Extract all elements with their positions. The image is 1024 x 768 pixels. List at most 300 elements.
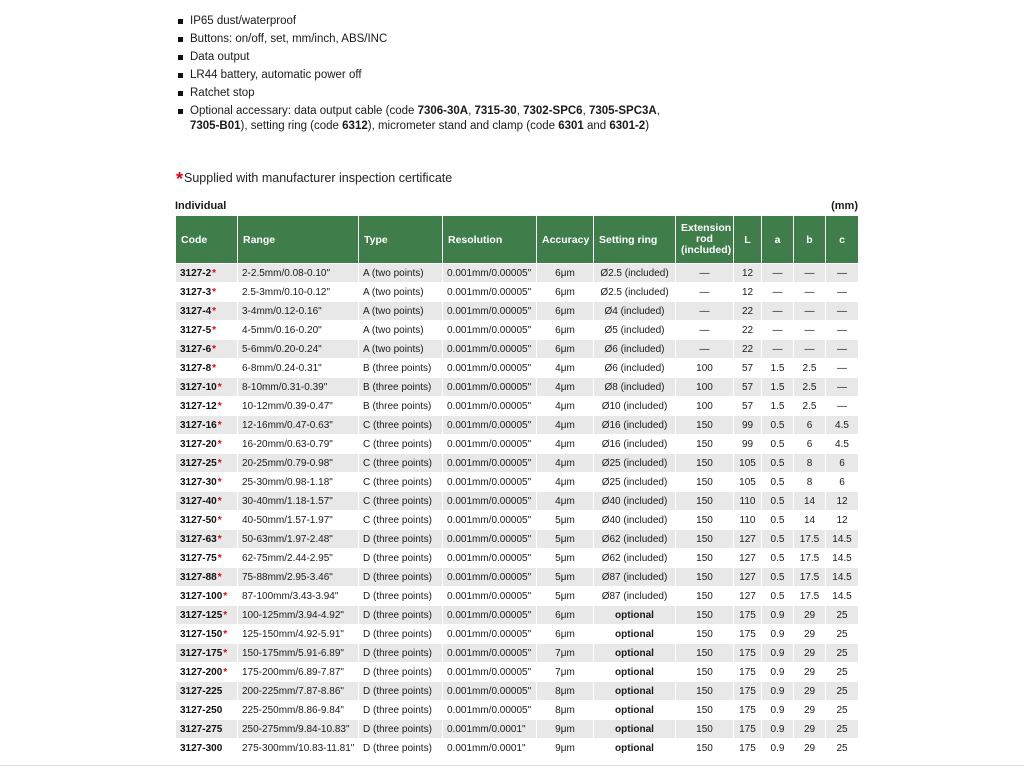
c-cell: —	[826, 378, 859, 397]
type-cell: D (three points)	[359, 530, 443, 549]
accuracy-cell: 5μm	[537, 549, 594, 568]
extension-rod-cell: 150	[676, 606, 734, 625]
c-cell: 25	[826, 644, 859, 663]
b-cell: 8	[794, 473, 826, 492]
setting-ring-cell: Ø87 (included)	[594, 568, 676, 587]
table-row	[176, 549, 859, 568]
table-row	[176, 283, 859, 302]
type-cell: D (three points)	[359, 606, 443, 625]
b-cell: 6	[794, 416, 826, 435]
table-row	[176, 302, 859, 321]
code-text: 3127-6	[180, 343, 212, 355]
asterisk-icon: *	[223, 590, 228, 602]
range-cell: 62-75mm/2.44-2.95"	[238, 549, 359, 568]
code-cell	[176, 530, 238, 549]
accuracy-cell: 4μm	[537, 397, 594, 416]
a-cell: 1.5	[762, 378, 794, 397]
feature-text: IP65 dust/waterproof	[190, 15, 297, 27]
code-cell	[176, 644, 238, 663]
b-cell: 2.5	[794, 378, 826, 397]
accuracy-cell: 6μm	[537, 264, 594, 283]
b-cell: 29	[794, 644, 826, 663]
setting-ring-cell: optional	[594, 663, 676, 682]
code-text: 3127-8	[180, 362, 212, 374]
range-cell: 8-10mm/0.31-0.39"	[238, 378, 359, 397]
table-meta	[175, 200, 858, 212]
l-cell: 175	[734, 682, 762, 701]
a-cell: 0.9	[762, 739, 794, 758]
asterisk-icon: *	[223, 609, 228, 621]
range-cell: 25-30mm/0.98-1.18"	[238, 473, 359, 492]
range-cell: 5-6mm/0.20-0.24"	[238, 340, 359, 359]
a-cell: 0.9	[762, 663, 794, 682]
bullet-icon	[178, 109, 183, 114]
range-cell: 75-88mm/2.95-3.46"	[238, 568, 359, 587]
b-cell: 2.5	[794, 359, 826, 378]
range-cell: 150-175mm/5.91-6.89"	[238, 644, 359, 663]
accuracy-cell: 5μm	[537, 587, 594, 606]
extension-rod-cell: 150	[676, 530, 734, 549]
accuracy-cell: 4μm	[537, 454, 594, 473]
l-cell: 22	[734, 340, 762, 359]
code-text: 3127-200	[180, 666, 223, 678]
setting-ring-cell: Ø4 (included)	[594, 302, 676, 321]
a-cell: 0.5	[762, 492, 794, 511]
code-cell	[176, 264, 238, 283]
resolution-cell: 0.001mm/0.00005"	[443, 359, 537, 378]
b-cell: 14	[794, 492, 826, 511]
spec-table-body	[176, 264, 859, 758]
extension-rod-cell: 150	[676, 625, 734, 644]
code-cell	[176, 663, 238, 682]
c-cell: 6	[826, 454, 859, 473]
b-cell: 29	[794, 606, 826, 625]
page-edge-line	[0, 765, 1024, 766]
extension-rod-cell: 150	[676, 416, 734, 435]
extension-rod-cell: 150	[676, 644, 734, 663]
c-cell: 6	[826, 473, 859, 492]
accuracy-cell: 6μm	[537, 321, 594, 340]
setting-ring-cell: Ø16 (included)	[594, 435, 676, 454]
type-cell: C (three points)	[359, 454, 443, 473]
range-cell: 30-40mm/1.18-1.57"	[238, 492, 359, 511]
extension-rod-cell: —	[676, 302, 734, 321]
asterisk-icon: *	[217, 419, 222, 431]
bullet-icon	[178, 55, 183, 60]
resolution-cell: 0.001mm/0.00005"	[443, 378, 537, 397]
code-text: 3127-150	[180, 628, 223, 640]
setting-ring-cell: optional	[594, 625, 676, 644]
a-cell: 0.5	[762, 473, 794, 492]
accuracy-cell: 9μm	[537, 720, 594, 739]
accuracy-cell: 6μm	[537, 625, 594, 644]
l-cell: 22	[734, 321, 762, 340]
setting-ring-cell: optional	[594, 739, 676, 758]
asterisk-icon: *	[217, 552, 222, 564]
a-cell: 0.9	[762, 701, 794, 720]
type-cell: D (three points)	[359, 625, 443, 644]
code-text: 3127-30	[180, 476, 217, 488]
range-cell: 20-25mm/0.79-0.98"	[238, 454, 359, 473]
extension-rod-cell: 150	[676, 720, 734, 739]
column-header: a	[762, 216, 794, 264]
extension-rod-cell: 150	[676, 682, 734, 701]
code-cell	[176, 302, 238, 321]
extension-rod-cell: 100	[676, 359, 734, 378]
table-row	[176, 397, 859, 416]
code-text: 3127-225	[180, 685, 223, 697]
resolution-cell: 0.001mm/0.00005"	[443, 454, 537, 473]
setting-ring-cell: Ø2.5 (included)	[594, 264, 676, 283]
type-cell: A (two points)	[359, 283, 443, 302]
c-cell: 12	[826, 492, 859, 511]
table-row	[176, 644, 859, 663]
code-cell	[176, 682, 238, 701]
setting-ring-cell: optional	[594, 701, 676, 720]
b-cell: 14	[794, 511, 826, 530]
a-cell: —	[762, 340, 794, 359]
c-cell: —	[826, 302, 859, 321]
setting-ring-cell: optional	[594, 644, 676, 663]
type-cell: A (two points)	[359, 264, 443, 283]
b-cell: 17.5	[794, 530, 826, 549]
code-text: 3127-63	[180, 533, 217, 545]
type-cell: D (three points)	[359, 720, 443, 739]
extension-rod-cell: 150	[676, 568, 734, 587]
spec-table-head	[176, 216, 859, 264]
code-text: 3127-300	[180, 742, 223, 754]
asterisk-icon: *	[212, 324, 217, 336]
l-cell: 12	[734, 264, 762, 283]
accuracy-cell: 4μm	[537, 435, 594, 454]
asterisk-icon: *	[212, 286, 217, 298]
l-cell: 175	[734, 720, 762, 739]
resolution-cell: 0.001mm/0.00005"	[443, 264, 537, 283]
code-cell	[176, 283, 238, 302]
resolution-cell: 0.001mm/0.00005"	[443, 549, 537, 568]
feature-item	[178, 32, 678, 47]
resolution-cell: 0.001mm/0.00005"	[443, 587, 537, 606]
c-cell: —	[826, 397, 859, 416]
code-text: 3127-100	[180, 590, 223, 602]
resolution-cell: 0.001mm/0.00005"	[443, 701, 537, 720]
feature-item	[178, 50, 678, 65]
type-cell: B (three points)	[359, 359, 443, 378]
table-row	[176, 492, 859, 511]
extension-rod-cell: 150	[676, 701, 734, 720]
resolution-cell: 0.001mm/0.00005"	[443, 511, 537, 530]
range-cell: 225-250mm/8.86-9.84"	[238, 701, 359, 720]
extension-rod-cell: 100	[676, 397, 734, 416]
accuracy-cell: 6μm	[537, 283, 594, 302]
code-cell	[176, 492, 238, 511]
table-row	[176, 378, 859, 397]
table-row	[176, 606, 859, 625]
c-cell: 14.5	[826, 587, 859, 606]
type-cell: D (three points)	[359, 701, 443, 720]
b-cell: 6	[794, 435, 826, 454]
resolution-cell: 0.001mm/0.0001"	[443, 739, 537, 758]
c-cell: —	[826, 359, 859, 378]
table-row	[176, 454, 859, 473]
setting-ring-cell: Ø62 (included)	[594, 549, 676, 568]
b-cell: 17.5	[794, 568, 826, 587]
column-header: b	[794, 216, 826, 264]
type-cell: B (three points)	[359, 378, 443, 397]
setting-ring-cell: optional	[594, 720, 676, 739]
resolution-cell: 0.001mm/0.00005"	[443, 530, 537, 549]
asterisk-icon: *	[217, 438, 222, 450]
code-text: 3127-3	[180, 286, 212, 298]
resolution-cell: 0.001mm/0.00005"	[443, 340, 537, 359]
a-cell: —	[762, 283, 794, 302]
accuracy-cell: 5μm	[537, 511, 594, 530]
accuracy-cell: 8μm	[537, 701, 594, 720]
l-cell: 105	[734, 473, 762, 492]
table-row	[176, 720, 859, 739]
resolution-cell: 0.001mm/0.00005"	[443, 644, 537, 663]
feature-item	[178, 104, 678, 134]
c-cell: 25	[826, 720, 859, 739]
l-cell: 105	[734, 454, 762, 473]
a-cell: 0.5	[762, 416, 794, 435]
bullet-icon	[178, 37, 183, 42]
extension-rod-cell: 150	[676, 454, 734, 473]
a-cell: 0.5	[762, 549, 794, 568]
table-row	[176, 587, 859, 606]
a-cell: 0.5	[762, 530, 794, 549]
asterisk-icon: *	[217, 457, 222, 469]
b-cell: 29	[794, 625, 826, 644]
a-cell: 0.5	[762, 511, 794, 530]
range-cell: 2-2.5mm/0.08-0.10"	[238, 264, 359, 283]
setting-ring-cell: Ø40 (included)	[594, 492, 676, 511]
b-cell: —	[794, 321, 826, 340]
c-cell: —	[826, 340, 859, 359]
accuracy-cell: 9μm	[537, 739, 594, 758]
accuracy-cell: 7μm	[537, 644, 594, 663]
asterisk-icon: *	[217, 476, 222, 488]
c-cell: 25	[826, 606, 859, 625]
setting-ring-cell: Ø25 (included)	[594, 473, 676, 492]
a-cell: —	[762, 321, 794, 340]
type-cell: D (three points)	[359, 587, 443, 606]
l-cell: 127	[734, 587, 762, 606]
asterisk-icon: *	[212, 343, 217, 355]
code-text: 3127-20	[180, 438, 217, 450]
range-cell: 175-200mm/6.89-7.87"	[238, 663, 359, 682]
extension-rod-cell: 150	[676, 492, 734, 511]
range-cell: 2.5-3mm/0.10-0.12"	[238, 283, 359, 302]
extension-rod-cell: —	[676, 321, 734, 340]
l-cell: 127	[734, 568, 762, 587]
resolution-cell: 0.001mm/0.00005"	[443, 663, 537, 682]
code-cell	[176, 568, 238, 587]
accuracy-cell: 4μm	[537, 378, 594, 397]
feature-text: Optional accessary: data output cable (code 7306-30A, 7315-30, 7302-SPC6, 7305-SPC3A, 7305-B01), setting ring (code 6312), micrometer stand and clamp (code 6301 and 6301-2)	[190, 105, 660, 132]
l-cell: 175	[734, 644, 762, 663]
code-text: 3127-2	[180, 267, 212, 279]
code-text: 3127-16	[180, 419, 217, 431]
bullet-icon	[178, 91, 183, 96]
range-cell: 100-125mm/3.94-4.92"	[238, 606, 359, 625]
resolution-cell: 0.001mm/0.00005"	[443, 625, 537, 644]
table-row	[176, 340, 859, 359]
code-cell	[176, 606, 238, 625]
setting-ring-cell: Ø16 (included)	[594, 416, 676, 435]
type-cell: D (three points)	[359, 568, 443, 587]
setting-ring-cell: Ø8 (included)	[594, 378, 676, 397]
asterisk-icon: *	[223, 628, 228, 640]
c-cell: 14.5	[826, 530, 859, 549]
b-cell: 29	[794, 739, 826, 758]
code-text: 3127-5	[180, 324, 212, 336]
resolution-cell: 0.001mm/0.0001"	[443, 720, 537, 739]
c-cell: 4.5	[826, 416, 859, 435]
resolution-cell: 0.001mm/0.00005"	[443, 606, 537, 625]
extension-rod-cell: 150	[676, 435, 734, 454]
range-cell: 200-225mm/7.87-8.86"	[238, 682, 359, 701]
accuracy-cell: 6μm	[537, 340, 594, 359]
column-header: Code	[176, 216, 238, 264]
l-cell: 22	[734, 302, 762, 321]
code-text: 3127-88	[180, 571, 217, 583]
asterisk-icon: *	[217, 571, 222, 583]
a-cell: 0.5	[762, 587, 794, 606]
a-cell: 0.5	[762, 568, 794, 587]
b-cell: 29	[794, 663, 826, 682]
range-cell: 4-5mm/0.16-0.20"	[238, 321, 359, 340]
table-row	[176, 739, 859, 758]
column-header: Setting ring	[594, 216, 676, 264]
certificate-note-text: Supplied with manufacturer inspection certificate	[184, 171, 453, 185]
asterisk-icon: *	[217, 495, 222, 507]
column-header: Accuracy	[537, 216, 594, 264]
resolution-cell: 0.001mm/0.00005"	[443, 492, 537, 511]
b-cell: —	[794, 302, 826, 321]
accuracy-cell: 7μm	[537, 663, 594, 682]
b-cell: 29	[794, 720, 826, 739]
b-cell: 2.5	[794, 397, 826, 416]
table-row	[176, 511, 859, 530]
code-cell	[176, 340, 238, 359]
resolution-cell: 0.001mm/0.00005"	[443, 397, 537, 416]
extension-rod-cell: 150	[676, 587, 734, 606]
header-row	[176, 216, 859, 264]
spec-table-block	[175, 200, 858, 758]
range-cell: 50-63mm/1.97-2.48"	[238, 530, 359, 549]
resolution-cell: 0.001mm/0.00005"	[443, 321, 537, 340]
range-cell: 3-4mm/0.12-0.16"	[238, 302, 359, 321]
features-list	[178, 14, 678, 137]
l-cell: 127	[734, 530, 762, 549]
type-cell: C (three points)	[359, 511, 443, 530]
setting-ring-cell: Ø5 (included)	[594, 321, 676, 340]
type-cell: B (three points)	[359, 397, 443, 416]
resolution-cell: 0.001mm/0.00005"	[443, 682, 537, 701]
asterisk-icon: *	[212, 305, 217, 317]
code-cell	[176, 549, 238, 568]
code-cell	[176, 321, 238, 340]
code-text: 3127-75	[180, 552, 217, 564]
setting-ring-cell: Ø6 (included)	[594, 359, 676, 378]
type-cell: C (three points)	[359, 473, 443, 492]
b-cell: —	[794, 283, 826, 302]
table-row	[176, 473, 859, 492]
a-cell: 0.9	[762, 720, 794, 739]
range-cell: 125-150mm/4.92-5.91"	[238, 625, 359, 644]
c-cell: 25	[826, 625, 859, 644]
type-cell: A (two points)	[359, 340, 443, 359]
b-cell: —	[794, 264, 826, 283]
extension-rod-cell: 150	[676, 511, 734, 530]
setting-ring-cell: Ø25 (included)	[594, 454, 676, 473]
a-cell: 0.5	[762, 454, 794, 473]
code-text: 3127-10	[180, 381, 217, 393]
section-label: Individual	[175, 200, 227, 212]
type-cell: C (three points)	[359, 416, 443, 435]
table-row	[176, 264, 859, 283]
extension-rod-cell: 150	[676, 663, 734, 682]
b-cell: 8	[794, 454, 826, 473]
resolution-cell: 0.001mm/0.00005"	[443, 473, 537, 492]
c-cell: 25	[826, 663, 859, 682]
setting-ring-cell: Ø87 (included)	[594, 587, 676, 606]
code-cell	[176, 397, 238, 416]
setting-ring-cell: Ø2.5 (included)	[594, 283, 676, 302]
type-cell: A (two points)	[359, 321, 443, 340]
range-cell: 16-20mm/0.63-0.79"	[238, 435, 359, 454]
extension-rod-cell: —	[676, 340, 734, 359]
feature-item	[178, 14, 678, 29]
spec-table	[175, 215, 859, 758]
l-cell: 175	[734, 701, 762, 720]
l-cell: 99	[734, 435, 762, 454]
code-text: 3127-12	[180, 400, 217, 412]
l-cell: 175	[734, 606, 762, 625]
setting-ring-cell: Ø62 (included)	[594, 530, 676, 549]
code-cell	[176, 416, 238, 435]
asterisk-icon: *	[223, 666, 228, 678]
bullet-icon	[178, 19, 183, 24]
code-text: 3127-4	[180, 305, 212, 317]
b-cell: 29	[794, 701, 826, 720]
c-cell: 12	[826, 511, 859, 530]
l-cell: 175	[734, 663, 762, 682]
a-cell: 0.5	[762, 435, 794, 454]
c-cell: 25	[826, 701, 859, 720]
certificate-note	[176, 166, 452, 187]
range-cell: 87-100mm/3.43-3.94"	[238, 587, 359, 606]
range-cell: 275-300mm/10.83-11.81"	[238, 739, 359, 758]
range-cell: 12-16mm/0.47-0.63"	[238, 416, 359, 435]
extension-rod-cell: 150	[676, 549, 734, 568]
a-cell: 1.5	[762, 397, 794, 416]
table-row	[176, 416, 859, 435]
l-cell: 57	[734, 359, 762, 378]
accuracy-cell: 6μm	[537, 302, 594, 321]
c-cell: 25	[826, 682, 859, 701]
table-row	[176, 625, 859, 644]
a-cell: 0.9	[762, 682, 794, 701]
accuracy-cell: 5μm	[537, 568, 594, 587]
code-text: 3127-25	[180, 457, 217, 469]
asterisk-icon: *	[217, 400, 222, 412]
feature-text: Buttons: on/off, set, mm/inch, ABS/INC	[190, 33, 388, 45]
type-cell: D (three points)	[359, 739, 443, 758]
resolution-cell: 0.001mm/0.00005"	[443, 416, 537, 435]
setting-ring-cell: Ø40 (included)	[594, 511, 676, 530]
